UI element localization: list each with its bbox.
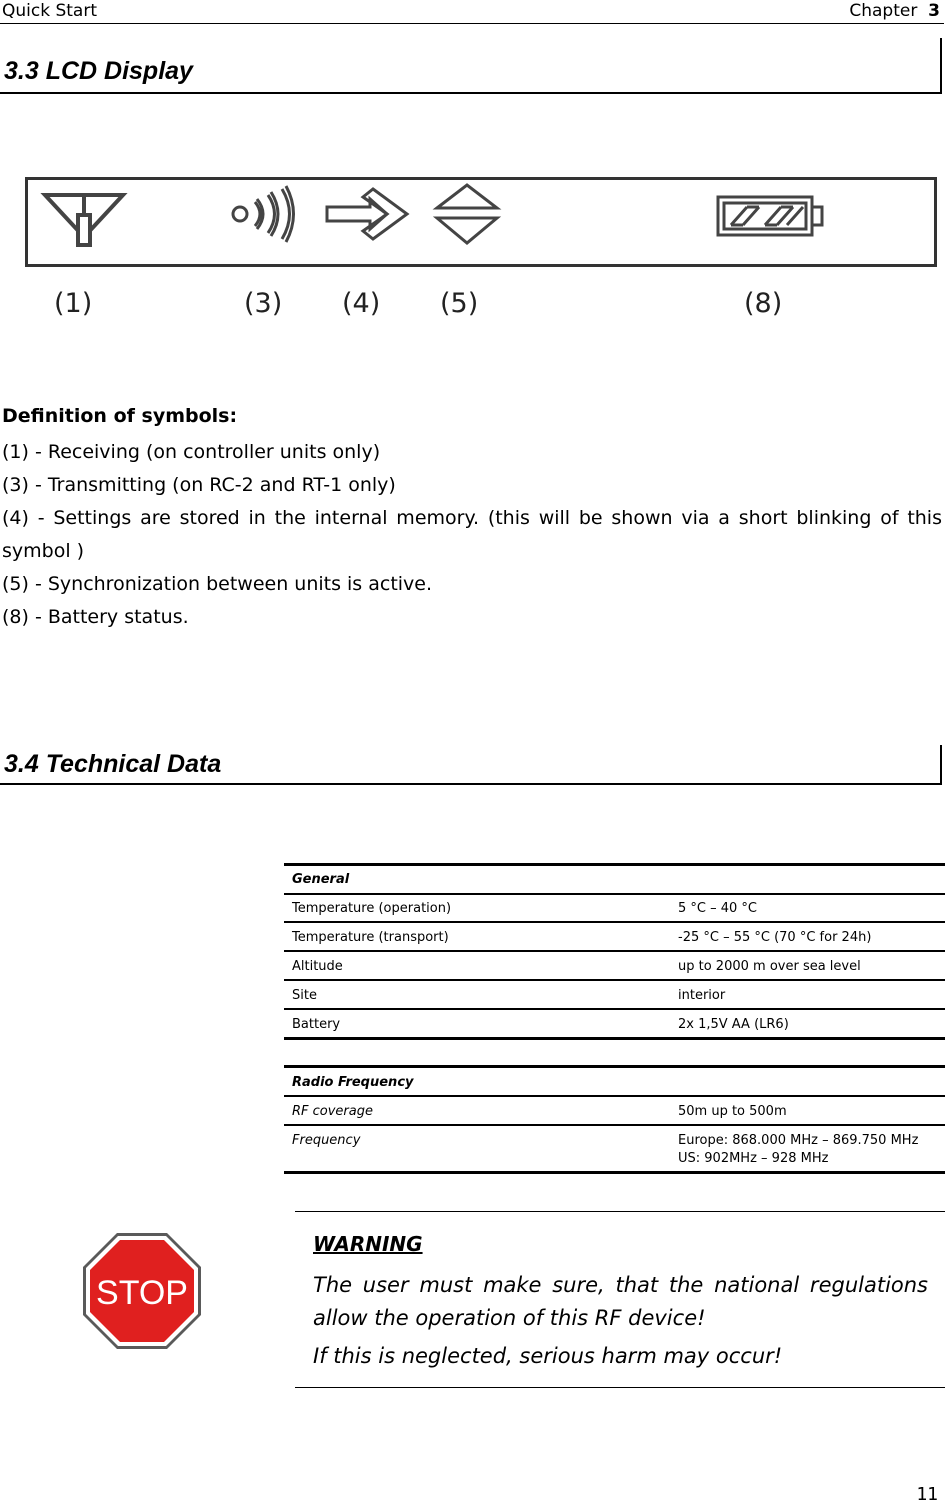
lcd-label-3: (3) xyxy=(244,288,283,319)
table-row-label: Battery xyxy=(292,1017,341,1032)
definition-line-5: (5) - Synchronization between units is active. xyxy=(2,573,433,595)
table-row-value: 50m up to 500m xyxy=(678,1104,787,1119)
table-rule xyxy=(284,1008,945,1010)
table-rule-top xyxy=(284,863,945,866)
table-row-value-2: US: 902MHz – 928 MHz xyxy=(678,1151,829,1166)
warning-rule-top xyxy=(295,1211,945,1212)
battery-icon xyxy=(718,197,822,235)
lcd-label-8: (8) xyxy=(744,288,783,319)
definition-line-4: (4) - Settings are stored in the internal memory. (this will be shown via a short blinking of this symbol ) xyxy=(2,507,942,562)
table-row-value: 2x 1,5V AA (LR6) xyxy=(678,1017,789,1032)
page-number: 11 xyxy=(916,1484,938,1505)
lcd-label-4: (4) xyxy=(342,288,381,319)
table-row-label: Temperature (transport) xyxy=(292,930,449,945)
table-rf-header: Radio Frequency xyxy=(292,1075,414,1090)
table-rule-bottom xyxy=(284,1171,945,1174)
definition-line-1: (1) - Receiving (on controller units only) xyxy=(2,441,381,463)
definitions-title: Definition of symbols: xyxy=(2,405,238,427)
table-rule xyxy=(284,893,945,895)
warning-text-2: If this is neglected, serious harm may occur! xyxy=(313,1344,783,1368)
section-title-lcd: 3.3 LCD Display xyxy=(4,57,193,85)
header-chapter-name: Quick Start xyxy=(2,1,98,21)
table-row-value: interior xyxy=(678,988,726,1003)
antenna-icon xyxy=(45,195,123,245)
table-row-label: Altitude xyxy=(292,959,343,974)
warning-text-1: The user must make sure, that the national regulations allow the operation of this RF device! xyxy=(313,1273,928,1330)
table-row-value: up to 2000 m over sea level xyxy=(678,959,861,974)
table-rule xyxy=(284,979,945,981)
warning-title: WARNING xyxy=(313,1232,423,1256)
sync-triangles-icon xyxy=(437,185,497,243)
definition-line-3: (3) - Transmitting (on RC-2 and RT-1 only) xyxy=(2,474,396,496)
table-rule xyxy=(284,921,945,923)
header-chapter-number xyxy=(849,1,940,21)
table-rule xyxy=(284,1095,945,1097)
table-rule xyxy=(284,950,945,952)
table-row-value: -25 °C – 55 °C (70 °C for 24h) xyxy=(678,930,872,945)
table-row-value: Europe: 868.000 MHz – 869.750 MHz xyxy=(678,1133,919,1148)
table-rule xyxy=(284,1065,945,1068)
table-row-label: Site xyxy=(292,988,317,1003)
lcd-label-1: (1) xyxy=(54,288,93,319)
store-arrow-icon xyxy=(327,189,407,239)
lcd-label-5: (5) xyxy=(440,288,479,319)
lcd-icons xyxy=(25,177,937,269)
table-row-value: 5 °C – 40 °C xyxy=(678,901,757,916)
header-chapter-digit: 3 xyxy=(928,1,940,21)
stop-sign-icon xyxy=(82,1232,202,1350)
warning-rule-bottom xyxy=(295,1387,945,1388)
table-rule xyxy=(284,1037,945,1040)
transmit-waves-icon xyxy=(233,186,294,242)
section-title-tech: 3.4 Technical Data xyxy=(4,750,222,778)
table-row-label: Frequency xyxy=(292,1133,361,1148)
header-chapter-label: Chapter xyxy=(849,1,918,21)
header-rule xyxy=(0,23,944,24)
table-rule xyxy=(284,1124,945,1126)
table-general-header: General xyxy=(292,872,350,887)
definition-line-8: (8) - Battery status. xyxy=(2,606,189,628)
stop-sign-text: STOP xyxy=(96,1274,188,1312)
table-row-label: RF coverage xyxy=(292,1104,373,1119)
table-row-label: Temperature (operation) xyxy=(292,901,452,916)
